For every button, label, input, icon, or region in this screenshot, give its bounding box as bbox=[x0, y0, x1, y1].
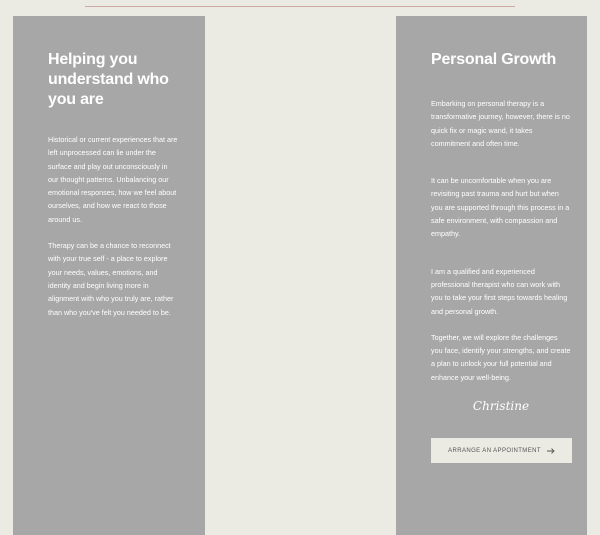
top-divider bbox=[85, 6, 515, 7]
left-content-panel bbox=[13, 16, 205, 535]
arrange-appointment-label: ARRANGE AN APPOINTMENT bbox=[448, 447, 541, 454]
arrange-appointment-button[interactable] bbox=[431, 438, 572, 463]
right-panel-heading: Personal Growth bbox=[431, 51, 557, 68]
right-paragraph-3: I am a qualified and experienced professional therapist who can work with you to take your first steps towards healing and personal growth. bbox=[431, 266, 568, 316]
right-content-panel bbox=[396, 16, 587, 535]
right-paragraph-2: It can be uncomfortable when you are revisiting past trauma and hurt but when you are supported through this process in a safe environment, with compassion and empathy. bbox=[431, 176, 570, 239]
left-paragraph-2: Therapy can be a chance to reconnect with your true self - a place to explore your needs, values, emotions, and identity and begin living more in alignment with who you truly are, rather than who you've felt you needed to be. bbox=[48, 241, 174, 317]
arrow-right-icon bbox=[547, 448, 555, 454]
signature: Christine bbox=[472, 399, 530, 414]
left-paragraph-1: Historical or current experiences that are left unprocessed can lie under the surface and play out unconsciously in our thought patterns. Unbalancing our emotional responses, how we feel about ourselves, and how we react to those around us. bbox=[48, 135, 178, 224]
right-paragraph-1: Embarking on personal therapy is a transformative journey, however, there is no quick fix or magic wand, it takes commitment and often time. bbox=[431, 99, 570, 148]
right-paragraph-4: Together, we will explore the challenges you face, identify your strengths, and create a plan to unlock your full potential and enhance your well-being. bbox=[431, 332, 571, 382]
left-panel-heading: Helping you understand who you are bbox=[48, 51, 169, 108]
